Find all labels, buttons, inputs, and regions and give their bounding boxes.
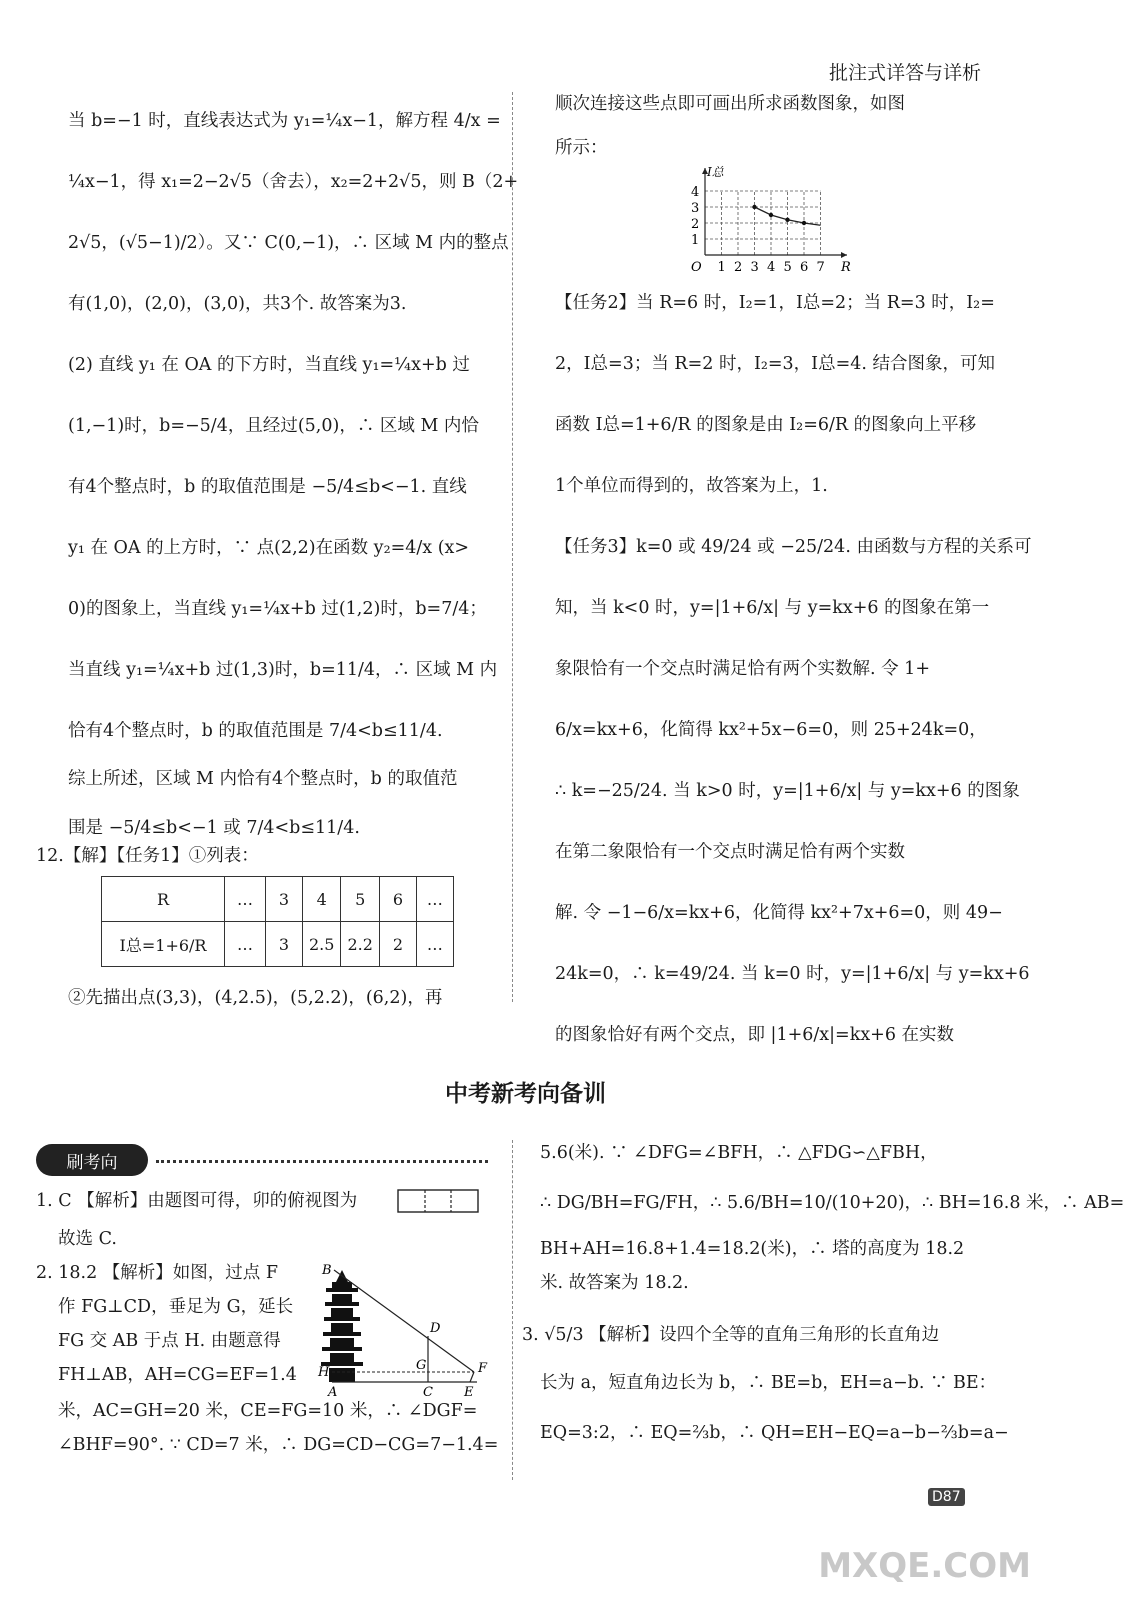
y-axis-label: I总 xyxy=(707,165,724,179)
text-line: 围是 −5/4≤b<−1 或 7/4<b≤11/4. xyxy=(68,817,360,838)
table-row xyxy=(102,922,454,967)
point-label: H xyxy=(318,1365,330,1380)
y-tick-label: 4 xyxy=(691,185,700,200)
text-line: 6/x=kx+6，化简得 kx²+5x−6=0，则 25+24k=0， xyxy=(555,719,987,740)
text-line: 综上所述，区域 M 内恰有4个整点时，b 的取值范 xyxy=(68,769,458,789)
value-table xyxy=(101,876,454,967)
column-divider xyxy=(512,92,513,1002)
table-cell: 5 xyxy=(341,877,379,922)
text-line: 知，当 k<0 时，y=|1+6/x| 与 y=kx+6 的图象在第一 xyxy=(555,597,990,618)
text-line: (1,−1)时，b=−5/4，且经过(5,0)，∴ 区域 M 内恰 xyxy=(68,415,479,436)
text-line: 所示： xyxy=(555,138,608,158)
function-graph xyxy=(675,160,855,275)
x-tick-label: 7 xyxy=(816,260,825,275)
table-cell: I总=1+6/R xyxy=(102,922,225,967)
point-label: B xyxy=(322,1263,332,1278)
question-3-line: 3. √5/3 【解析】设四个全等的直角三角形的长直角边 xyxy=(522,1325,940,1345)
section-title: 中考新考向备训 xyxy=(445,1081,606,1107)
page-number: D87 xyxy=(928,1488,965,1506)
table-cell: 3 xyxy=(266,922,303,967)
table-row xyxy=(102,877,454,922)
text-line: y₁ 在 OA 的上方时，∵ 点(2,2)在函数 y₂=4/x (x> xyxy=(68,537,470,558)
table-cell: 4 xyxy=(303,877,341,922)
point-label: A xyxy=(328,1385,338,1400)
question-2-line: 作 FG⊥CD，垂足为 G，延长 xyxy=(58,1297,294,1317)
table-cell: 2 xyxy=(379,922,416,967)
text-line: 【任务3】k=0 或 49/24 或 −25/24. 由函数与方程的关系可 xyxy=(555,536,1032,557)
watermark: MXQE.COM xyxy=(818,1546,1031,1586)
text-line: 函数 I总=1+6/R 的图象是由 I₂=6/R 的图象向上平移 xyxy=(555,414,977,435)
pagoda-figure xyxy=(312,1262,492,1398)
data-point xyxy=(802,221,806,225)
question-2-line: FH⊥AB，AH=CG=EF=1.4 xyxy=(58,1365,297,1385)
page-header: 批注式详答与详析 xyxy=(828,62,981,84)
table-cell: 3 xyxy=(266,877,303,922)
column-divider-lower xyxy=(512,1140,513,1480)
question-3-line: EQ=3:2，∴ EQ=⅔b，∴ QH=EH−EQ=a−b−⅔b=a− xyxy=(540,1423,1009,1443)
data-point xyxy=(785,218,789,222)
x-tick-label: 1 xyxy=(717,260,726,275)
text-line: 当 b=−1 时，直线表达式为 y₁=¼x−1，解方程 4/x = xyxy=(68,110,501,131)
question-2-line: ∠BHF=90°. ∵ CD=7 米，∴ DG=CD−CG=7−1.4= xyxy=(58,1435,499,1455)
x-tick-label: 2 xyxy=(734,260,743,275)
point-label: G xyxy=(416,1358,427,1373)
text-line: 有4个整点时，b 的取值范围是 −5/4≤b<−1. 直线 xyxy=(68,476,467,497)
text-line: (2) 直线 y₁ 在 OA 的下方时，当直线 y₁=¼x+b 过 xyxy=(68,354,470,375)
table-cell: … xyxy=(416,877,453,922)
table-cell: … xyxy=(416,922,453,967)
text-line: 恰有4个整点时，b 的取值范围是 7/4<b≤11/4. xyxy=(68,720,443,741)
text-line: 顺次连接这些点即可画出所求函数图象，如图 xyxy=(555,94,905,114)
table-cell: 2.2 xyxy=(341,922,379,967)
question-1-line: 1. C 【解析】由题图可得，卯的俯视图为 xyxy=(36,1191,358,1211)
tag-label: 刷考向 xyxy=(66,1152,118,1173)
question-3-line: 长为 a，短直角边长为 b，∴ BE=b，EH=a−b. ∵ BE： xyxy=(540,1373,997,1393)
right-lower-line: BH+AH=16.8+1.4=18.2(米)，∴ 塔的高度为 18.2 xyxy=(540,1239,965,1259)
table-cell: R xyxy=(102,877,225,922)
text-line: ∴ k=−25/24. 当 k>0 时，y=|1+6/x| 与 y=kx+6 的图象 xyxy=(555,780,1020,801)
question-2-line: 2. 18.2 【解析】如图，过点 F xyxy=(36,1263,278,1283)
text-line: ¼x−1，得 x₁=2−2√5（舍去），x₂=2+2√5，则 B（2+ xyxy=(68,171,519,192)
x-axis-arrow xyxy=(841,252,847,258)
data-point xyxy=(769,213,773,217)
x-axis-label: R xyxy=(841,260,851,275)
text-line: 象限恰有一个交点时满足恰有两个实数解. 令 1+ xyxy=(555,658,930,679)
left-column xyxy=(68,90,519,858)
table-cell: 2.5 xyxy=(303,922,341,967)
text-line: 2，I总=3；当 R=2 时，I₂=3，I总=4. 结合图象，可知 xyxy=(555,353,996,374)
y-tick-label: 1 xyxy=(691,233,700,248)
text-line: 在第二象限恰有一个交点时满足恰有两个实数 xyxy=(555,841,905,862)
question-2-line: FG 交 AB 于点 H. 由题意得 xyxy=(58,1331,281,1351)
x-tick-label: 4 xyxy=(767,260,776,275)
table-cell: … xyxy=(225,922,266,967)
point-label: F xyxy=(478,1361,488,1376)
y-tick-label: 2 xyxy=(691,217,700,232)
text-line: 0)的图象上，当直线 y₁=¼x+b 过(1,2)时，b=7/4； xyxy=(68,598,487,619)
dotted-rule xyxy=(156,1160,488,1163)
x-tick-label: 6 xyxy=(800,260,809,275)
right-column-2 xyxy=(555,272,1032,1065)
text-line: 解. 令 −1−6/x=kx+6，化简得 kx²+7x+6=0，则 49− xyxy=(555,902,1003,923)
right-lower-line: 5.6(米). ∵ ∠DFG=∠BFH，∴ △FDG∽△FBH， xyxy=(540,1143,938,1163)
question-12-label: 12.【解】【任务1】①列表： xyxy=(36,846,259,866)
text-line: ②先描出点(3,3)，(4,2.5)，(5,2.2)，(6,2)，再 xyxy=(68,988,443,1008)
x-tick-label: 5 xyxy=(783,260,792,275)
x-tick-label: 3 xyxy=(750,260,759,275)
right-lower-line: ∴ DG/BH=FG/FH，∴ 5.6/BH=10/(10+20)，∴ BH=16.8 米，∴ AB= xyxy=(540,1193,1124,1213)
point-label: E xyxy=(464,1385,474,1400)
text-line: 当直线 y₁=¼x+b 过(1,3)时，b=11/4，∴ 区域 M 内 xyxy=(68,659,498,680)
question-2-line: 米，AC=GH=20 米，CE=FG=10 米，∴ ∠DGF= xyxy=(58,1401,478,1421)
y-tick-label: 3 xyxy=(691,201,700,216)
origin-label: O xyxy=(691,260,702,275)
point-label: D xyxy=(430,1321,441,1336)
point-label: C xyxy=(423,1385,433,1400)
table-cell: 6 xyxy=(379,877,416,922)
question-1-line: 故选 C. xyxy=(58,1229,117,1249)
text-line: 【任务2】当 R=6 时，I₂=1，I总=2；当 R=3 时，I₂= xyxy=(555,292,995,313)
data-point xyxy=(752,205,756,209)
text-line: 2√5，(√5−1)/2）。又∵ C(0,−1)，∴ 区域 M 内的整点 xyxy=(68,232,509,253)
text-line: 1个单位而得到的，故答案为上，1. xyxy=(555,475,828,496)
right-lower-line: 米. 故答案为 18.2. xyxy=(540,1273,689,1293)
table-cell: … xyxy=(225,877,266,922)
section-tag xyxy=(36,1144,148,1176)
text-line: 有(1,0)，(2,0)，(3,0)，共3个. 故答案为3. xyxy=(68,293,407,314)
text-line: 24k=0，∴ k=49/24. 当 k=0 时，y=|1+6/x| 与 y=kx+6 xyxy=(555,963,1030,984)
right-column xyxy=(555,82,985,170)
top-view-figure xyxy=(397,1189,481,1215)
text-line: 的图象恰好有两个交点，即 |1+6/x|=kx+6 在实数 xyxy=(555,1024,955,1045)
